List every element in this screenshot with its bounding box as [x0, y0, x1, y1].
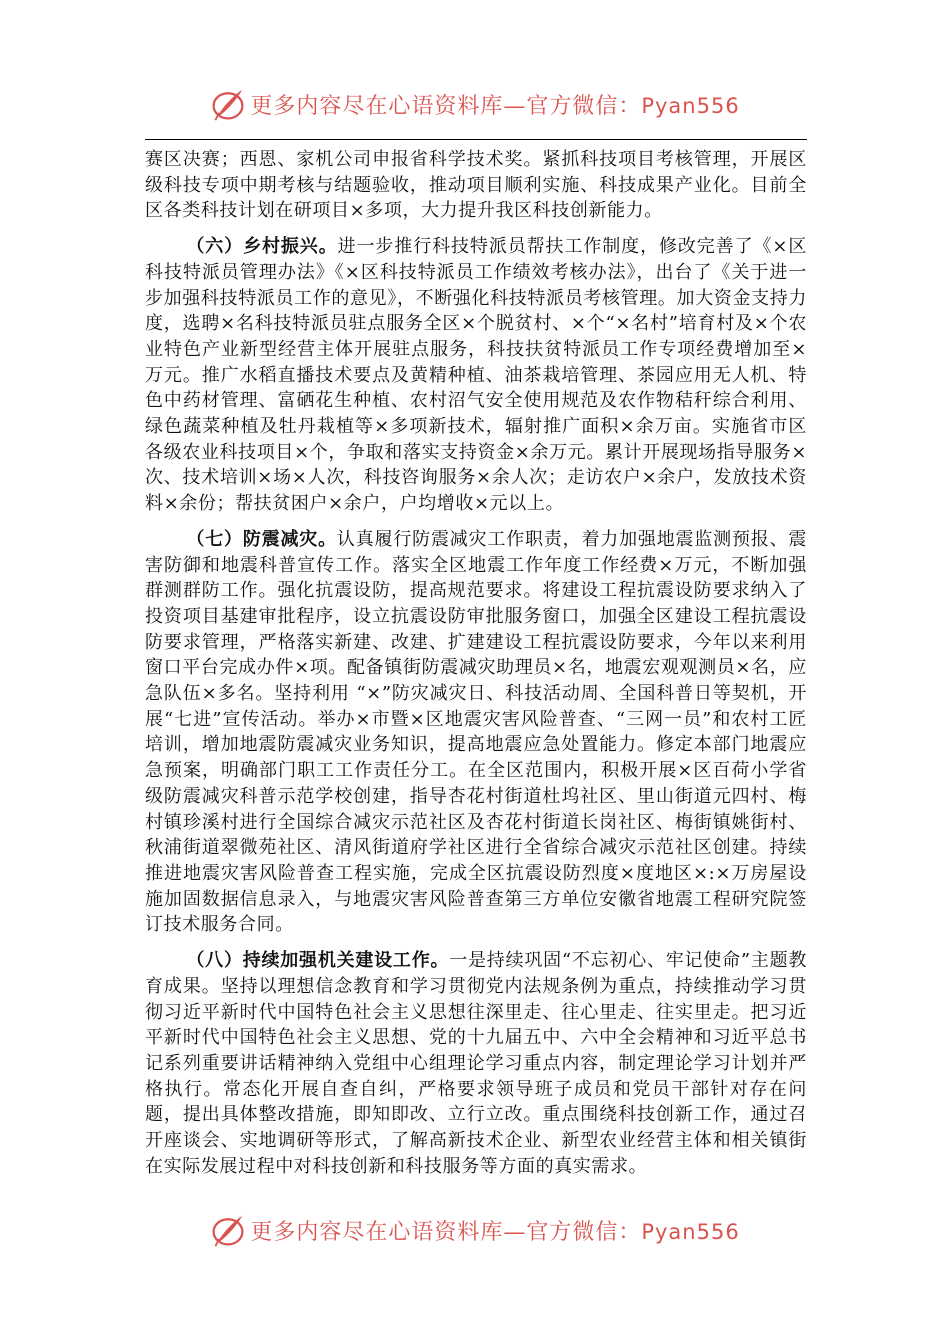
- document-body: [145, 147, 807, 1179]
- section-earthquake-prevention: [145, 527, 807, 938]
- quill-logo-icon: [210, 1212, 246, 1248]
- footer-watermark: [0, 1210, 950, 1250]
- paragraph-body: 一是持续巩固“不忘初心、牢记使命”主题教育成果。坚持以理想信念教育和学习贯彻党内法规条例为重点，持续推动学习贯彻习近平新时代中国特色社会主义思想往深里走、往心里走、往实里走。把习近平新时代中国特色社会主义思想、党的十九届五中、六中全会精神和习近平总书记系列重要讲话精神纳入党组中心组理论学习重点内容，制定理论学习计划并严格执行。常态化开展自查自纠，严格要求领导班子成员和党员干部针对存在问题，提出具体整改措施，即知即改、立行立改。重点围绕科技创新工作，通过召开座谈会、实地调研等形式，了解高新技术企业、新型农业经营主体和相关镇街在实际发展过程中对科技创新和科技服务等方面的真实需求。: [145, 950, 807, 1177]
- section-organ-construction: [145, 948, 807, 1179]
- header-watermark: [0, 84, 950, 124]
- paragraph-body: 赛区决赛；西恩、家机公司申报省科学技术奖。紧抓科技项目考核管理，开展区级科技专项中期考核与结题验收，推动项目顺利实施、科技成果产业化。目前全区各类科技计划在研项目×多项，大力提升我区科技创新能力。: [145, 149, 807, 222]
- paragraph-continuation: [145, 147, 807, 224]
- header-divider: [145, 139, 807, 140]
- section-rural-revitalization: [145, 234, 807, 517]
- footer-watermark-text: 更多内容尽在心语资料库—官方微信：: [250, 1219, 642, 1245]
- paragraph-body: 进一步推行科技特派员帮扶工作制度，修改完善了《×区科技特派员管理办法》《×区科技特派员工作绩效考核办法》，出台了《关于进一步加强科技特派员工作的意见》，不断强化科技特派员考核管理。加大资金支持力度，选聘×名科技特派员驻点服务全区×个脱贫村、×个“×名村”培育村及×个农业特色产业新型经营主体开展驻点服务，科技扶贫特派员工作专项经费增加至×万元。推广水稻直播技术要点及黄精种植、油茶栽培管理、茶园应用无人机、特色中药材管理、富硒花生种植、农村沼气安全使用规范及农作物秸秆综合利用、绿色蔬菜种植及牡丹栽植等×多项新技术，辐射推广面积×余万亩。实施省市区各级农业科技项目×个，争取和落实支持资金×余万元。累计开展现场指导服务×次、技术培训×场×人次，科技咨询服务×余人次；走访农户×余户，发放技术资料×余份；帮扶贫困户×余户，户均增收×元以上。: [145, 236, 807, 515]
- quill-logo-icon: [210, 86, 246, 122]
- header-wechat-id: Pyan556: [641, 93, 740, 118]
- footer-wechat-id: Pyan556: [641, 1219, 740, 1244]
- header-watermark-text: 更多内容尽在心语资料库—官方微信：: [250, 93, 642, 119]
- section-heading: （八）持续加强机关建设工作。: [186, 950, 450, 972]
- section-heading: （六）乡村振兴。: [186, 236, 338, 258]
- paragraph-body: 认真履行防震减灾工作职责，着力加强地震监测预报、震害防御和地震科普宣传工作。落实全区地震工作年度工作经费×万元，不断加强群测群防工作。强化抗震设防，提高规范要求。将建设工程抗震设防要求纳入了投资项目基建审批程序，设立抗震设防审批服务窗口，加强全区建设工程抗震设防要求管理，严格落实新建、改建、扩建建设工程抗震设防要求，今年以来利用窗口平台完成办件×项。配备镇街防震减灾助理员×名，地震宏观观测员×名，应急队伍×多名。坚持利用 “×”防灾减灾日、科技活动周、全国科普日等契机，开展“七进”宣传活动。举办×市暨×区地震灾害风险普查、“三网一员”和农村工匠培训，增加地震防震减灾业务知识，提高地震应急处置能力。修定本部门地震应急预案，明确部门职工工作责任分工。在全区范围内，积极开展×区百荷小学省级防震减灾科普示范学校创建，指导杏花村街道杜坞社区、里山街道元四村、梅村镇珍溪村进行全国综合减灾示范社区及杏花村街道长岗社区、梅街镇姚街村、秋浦街道翠微苑社区、清风街道府学社区进行全省综合减灾示范社区创建。持续推进地震灾害风险普查工程实施，完成全区抗震设防烈度×度地区×:×万房屋设施加固数据信息录入，与地震灾害风险普查第三方单位安徽省地震工程研究院签订技术服务合同。: [145, 528, 807, 936]
- section-heading: （七）防震减灾。: [186, 528, 337, 550]
